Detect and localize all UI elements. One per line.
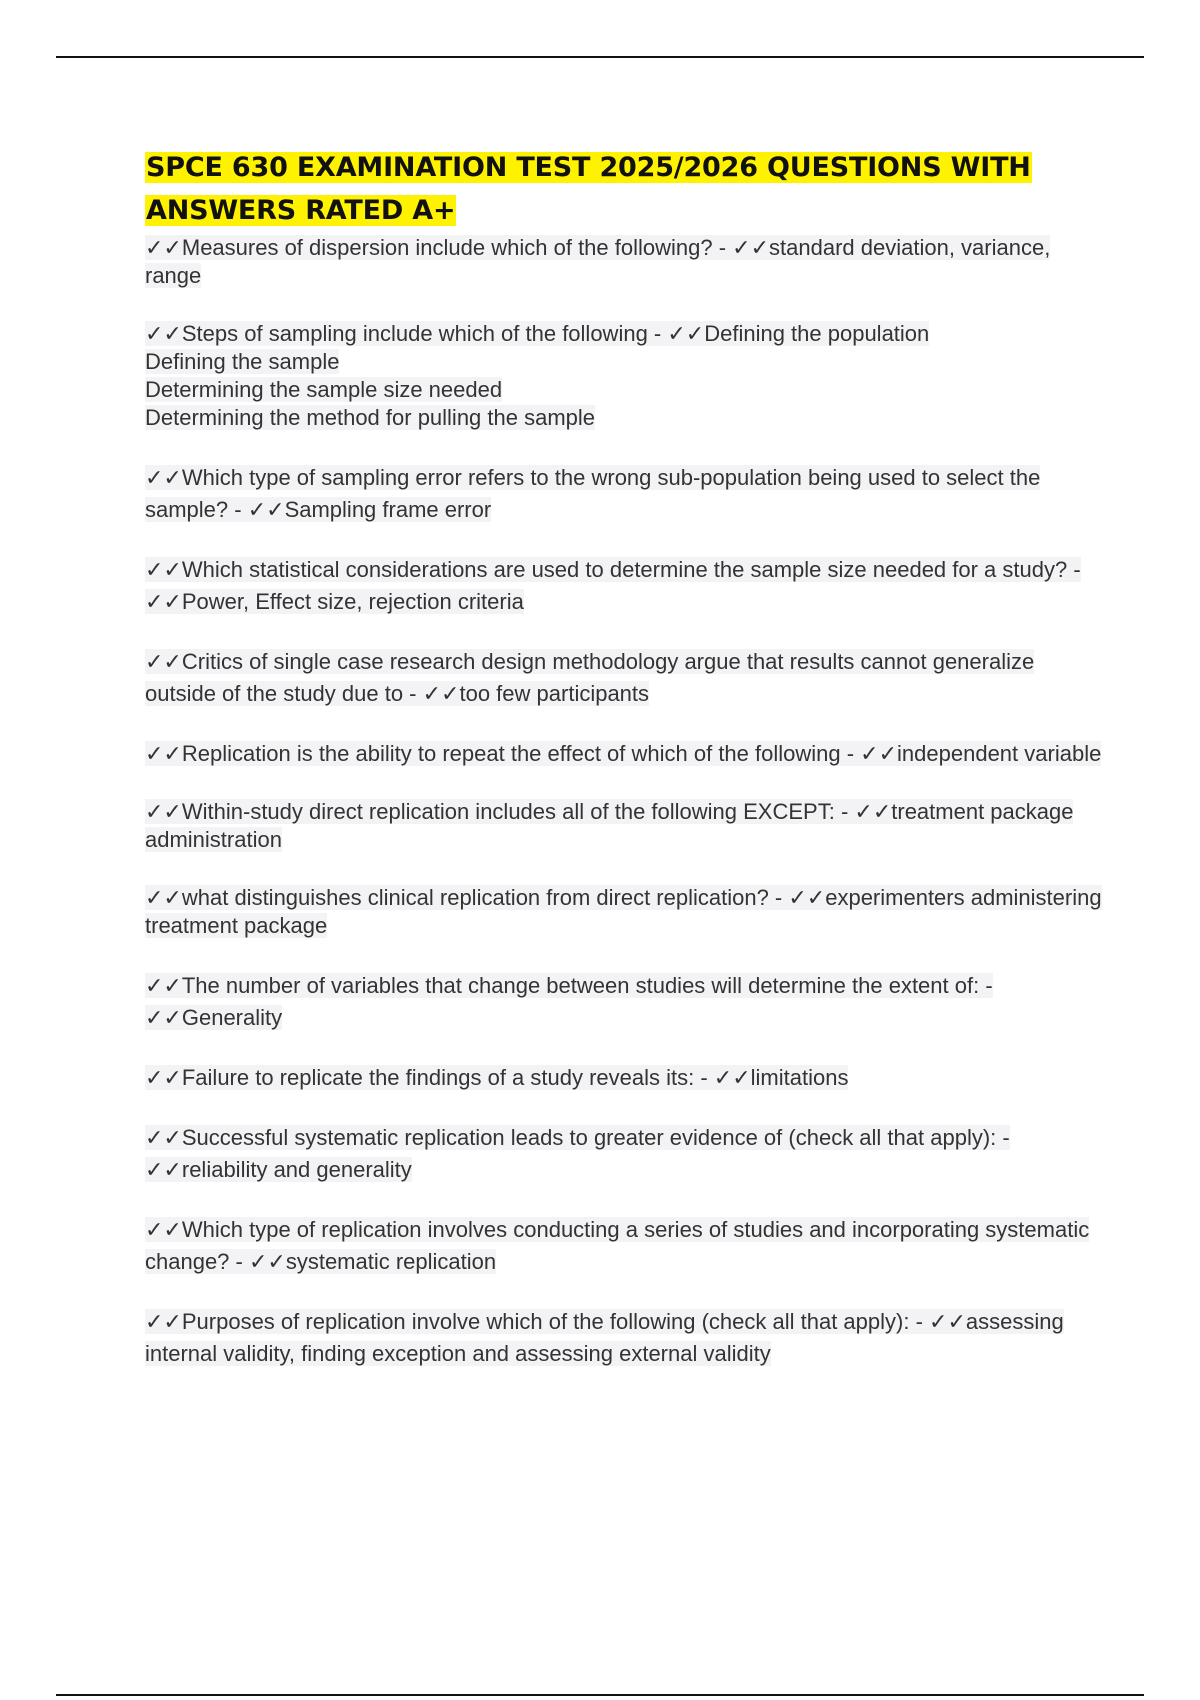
document-body (145, 146, 1105, 1398)
header-rule (56, 56, 1144, 58)
footer-rule (56, 1694, 1144, 1696)
qa-item: ✓✓Which type of sampling error refers to the wrong sub-population being used to select the sample? - ✓✓Sampling frame error (145, 465, 1041, 522)
qa-item: ✓✓Critics of single case research design methodology argue that results cannot generalize outside of the study due to - ✓✓too few participants (145, 649, 1035, 706)
qa-item: ✓✓Successful systematic replication leads to greater evidence of (check all that apply): - ✓✓reliability and generality (145, 1125, 1010, 1182)
qa-item: ✓✓Purposes of replication involve which of the following (check all that apply): - ✓✓assessing internal validity, finding exception and assessing external validity (145, 1309, 1064, 1366)
qa-item: ✓✓what distinguishes clinical replication from direct replication? - ✓✓experimenters administering treatment package (145, 885, 1102, 938)
document-title: SPCE 630 EXAMINATION TEST 2025/2026 QUESTIONS WITH ANSWERS RATED A+ (146, 152, 1031, 226)
qa-item: ✓✓Which statistical considerations are used to determine the sample size needed for a study? - ✓✓Power, Effect size, rejection criteria (145, 557, 1081, 614)
qa-item: ✓✓Which type of replication involves conducting a series of studies and incorporating systematic change? - ✓✓systematic replication (145, 1217, 1090, 1274)
qa-answer-line: Determining the sample size needed (145, 377, 503, 402)
qa-answer-line: Determining the method for pulling the sample (145, 405, 596, 430)
qa-answer-line: Defining the sample (145, 349, 340, 374)
qa-item: ✓✓The number of variables that change between studies will determine the extent of: - ✓✓Generality (145, 973, 993, 1030)
qa-item: ✓✓Steps of sampling include which of the following - ✓✓Defining the population Defining the sample Determining the sample size needed Determining the method for pulling the sample (145, 320, 1105, 432)
qa-item: ✓✓Replication is the ability to repeat the effect of which of the following - ✓✓independent variable (145, 741, 1102, 766)
qa-item: ✓✓Measures of dispersion include which of the following? - ✓✓standard deviation, variance, range (145, 235, 1051, 288)
qa-item: ✓✓Within-study direct replication includes all of the following EXCEPT: - ✓✓treatment package administration (145, 799, 1074, 852)
qa-item: ✓✓Failure to replicate the findings of a study reveals its: - ✓✓limitations (145, 1065, 849, 1090)
